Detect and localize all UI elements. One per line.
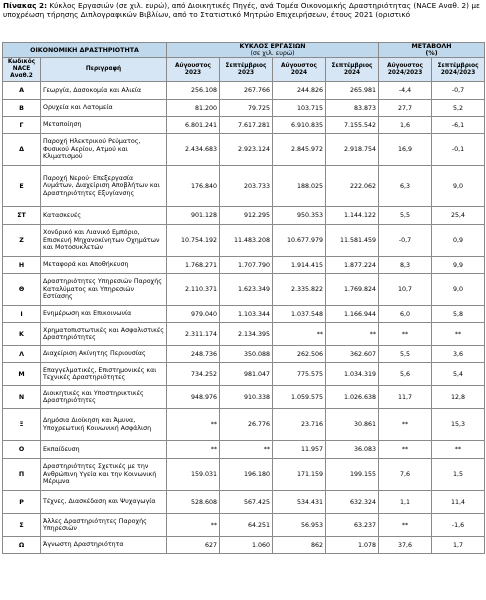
row-code: Θ <box>3 274 41 306</box>
value-sep-2023: 1.060 <box>220 537 273 554</box>
table-row <box>3 207 485 225</box>
row-code: Ω <box>3 537 41 554</box>
value-aug-2024: 2.335.822 <box>273 274 326 306</box>
value-aug-2023: 627 <box>167 537 220 554</box>
value-sep-2023: 267.766 <box>220 82 273 100</box>
row-code: Ξ <box>3 409 41 441</box>
value-sep-2023: 567.425 <box>220 491 273 514</box>
change-aug: 5,5 <box>379 207 432 225</box>
change-aug: 8,3 <box>379 257 432 274</box>
value-aug-2023: 248.736 <box>167 346 220 363</box>
value-sep-2024: 1.769.824 <box>326 274 379 306</box>
header-aug-2024: Αύγουστος 2024 <box>273 58 326 82</box>
change-aug: 6,3 <box>379 166 432 207</box>
change-sep: 25,4 <box>432 207 485 225</box>
change-sep: 5,4 <box>432 363 485 386</box>
row-description: Δραστηριότητες Υπηρεσιών Παροχής Καταλύματος και Υπηρεσιών Εστίασης <box>41 274 167 306</box>
value-sep-2024: 11.581.459 <box>326 225 379 257</box>
value-sep-2024: 1.078 <box>326 537 379 554</box>
value-aug-2023: 1.768.271 <box>167 257 220 274</box>
change-aug: 1,6 <box>379 117 432 134</box>
change-aug: 5,5 <box>379 346 432 363</box>
value-aug-2024: 103.715 <box>273 100 326 117</box>
value-sep-2023: 203.733 <box>220 166 273 207</box>
change-sep: ** <box>432 441 485 459</box>
change-aug: -4,4 <box>379 82 432 100</box>
table-row <box>3 323 485 346</box>
change-sep: 12,8 <box>432 386 485 409</box>
value-aug-2024: 534.431 <box>273 491 326 514</box>
row-code: Π <box>3 459 41 491</box>
table-row <box>3 82 485 100</box>
value-aug-2023: 2.434.683 <box>167 134 220 166</box>
value-aug-2024: 1.059.575 <box>273 386 326 409</box>
value-aug-2023: 979.040 <box>167 306 220 323</box>
value-aug-2023: 948.976 <box>167 386 220 409</box>
value-sep-2023: 79.725 <box>220 100 273 117</box>
value-sep-2023: 64.251 <box>220 514 273 537</box>
table-row <box>3 514 485 537</box>
value-sep-2024: 265.981 <box>326 82 379 100</box>
change-sep: ** <box>432 323 485 346</box>
value-sep-2023: 2.923.124 <box>220 134 273 166</box>
value-sep-2024: 1.144.122 <box>326 207 379 225</box>
table-row <box>3 257 485 274</box>
value-aug-2023: 81.200 <box>167 100 220 117</box>
table-row <box>3 134 485 166</box>
value-sep-2023: ** <box>220 441 273 459</box>
change-aug: ** <box>379 323 432 346</box>
row-description: Χονδρικό και Λιανικό Εμπόριο, Επισκευή Μηχανοκίνητων Οχημάτων και Μοτοσυκλετών <box>41 225 167 257</box>
value-aug-2024: 56.953 <box>273 514 326 537</box>
row-code: Μ <box>3 363 41 386</box>
value-aug-2023: 2.311.174 <box>167 323 220 346</box>
value-sep-2024: 1.034.319 <box>326 363 379 386</box>
row-description: Δραστηριότητες Σχετικές με την Ανθρώπινη Υγεία και την Κοινωνική Μέριμνα <box>41 459 167 491</box>
table-row <box>3 363 485 386</box>
header-change-aug: Αύγουστος 2024/2023 <box>379 58 432 82</box>
header-code: Κωδικός NACE Αναθ.2 <box>3 58 41 82</box>
change-sep: 1,5 <box>432 459 485 491</box>
row-description: Εκπαίδευση <box>41 441 167 459</box>
row-description: Διοικητικές και Υποστηρικτικές Δραστηριότητες <box>41 386 167 409</box>
value-aug-2024: 775.575 <box>273 363 326 386</box>
table-row <box>3 409 485 441</box>
change-sep: 5,2 <box>432 100 485 117</box>
value-aug-2023: 256.108 <box>167 82 220 100</box>
value-aug-2024: 862 <box>273 537 326 554</box>
header-activity: ΟΙΚΟΝΟΜΙΚΗ ΔΡΑΣΤΗΡΙΟΤΗΤΑ <box>3 43 167 58</box>
value-aug-2024: 6.910.835 <box>273 117 326 134</box>
value-aug-2023: ** <box>167 409 220 441</box>
value-sep-2023: 11.483.208 <box>220 225 273 257</box>
change-sep: 9,0 <box>432 274 485 306</box>
table-row <box>3 100 485 117</box>
value-sep-2024: 30.861 <box>326 409 379 441</box>
value-aug-2023: ** <box>167 441 220 459</box>
table-row <box>3 459 485 491</box>
caption-label: Πίνακας 2: <box>3 1 47 10</box>
change-sep: 15,3 <box>432 409 485 441</box>
value-aug-2024: 10.677.979 <box>273 225 326 257</box>
value-aug-2024: 188.025 <box>273 166 326 207</box>
value-sep-2023: 1.623.349 <box>220 274 273 306</box>
change-aug: -0,7 <box>379 225 432 257</box>
value-sep-2023: 26.776 <box>220 409 273 441</box>
table-row <box>3 491 485 514</box>
change-sep: -1,6 <box>432 514 485 537</box>
value-sep-2023: 350.088 <box>220 346 273 363</box>
value-sep-2023: 7.617.281 <box>220 117 273 134</box>
row-code: Α <box>3 82 41 100</box>
change-sep: 9,0 <box>432 166 485 207</box>
row-code: Η <box>3 257 41 274</box>
value-aug-2023: 2.110.371 <box>167 274 220 306</box>
change-aug: 5,6 <box>379 363 432 386</box>
value-sep-2023: 981.047 <box>220 363 273 386</box>
table-row <box>3 537 485 554</box>
change-sep: 11,4 <box>432 491 485 514</box>
table-row <box>3 306 485 323</box>
row-description: Ενημέρωση και Επικοινωνία <box>41 306 167 323</box>
value-sep-2024: ** <box>326 323 379 346</box>
value-sep-2023: 910.338 <box>220 386 273 409</box>
value-sep-2024: 2.918.754 <box>326 134 379 166</box>
table-row <box>3 117 485 134</box>
value-aug-2024: 171.159 <box>273 459 326 491</box>
header-turnover-title: ΚΥΚΛΟΣ ΕΡΓΑΣΙΩΝ <box>239 43 306 50</box>
row-code: Λ <box>3 346 41 363</box>
row-description: Χρηματοπιστωτικές και Ασφαλιστικές Δραστηριότητες <box>41 323 167 346</box>
header-change <box>379 43 485 58</box>
value-aug-2024: 2.845.972 <box>273 134 326 166</box>
value-sep-2024: 7.155.542 <box>326 117 379 134</box>
row-description: Γεωργία, Δασοκομία και Αλιεία <box>41 82 167 100</box>
value-sep-2024: 1.026.638 <box>326 386 379 409</box>
header-change-title: ΜΕΤΑΒΟΛΗ <box>411 43 452 50</box>
change-aug: ** <box>379 409 432 441</box>
row-code: Κ <box>3 323 41 346</box>
value-sep-2023: 1.707.790 <box>220 257 273 274</box>
row-code: Ο <box>3 441 41 459</box>
value-aug-2024: 244.826 <box>273 82 326 100</box>
value-sep-2023: 1.103.344 <box>220 306 273 323</box>
row-code: Ν <box>3 386 41 409</box>
change-sep: 9,9 <box>432 257 485 274</box>
change-aug: 1,1 <box>379 491 432 514</box>
header-sep-2024: Σεπτέμβριος 2024 <box>326 58 379 82</box>
value-aug-2024: 1.914.415 <box>273 257 326 274</box>
change-aug: 7,6 <box>379 459 432 491</box>
value-sep-2024: 362.607 <box>326 346 379 363</box>
change-aug: 11,7 <box>379 386 432 409</box>
value-sep-2024: 1.166.944 <box>326 306 379 323</box>
turnover-table <box>2 42 485 554</box>
value-sep-2024: 63.237 <box>326 514 379 537</box>
header-change-sep: Σεπτέμβριος 2024/2023 <box>432 58 485 82</box>
table-row <box>3 386 485 409</box>
change-aug: ** <box>379 441 432 459</box>
table-row <box>3 274 485 306</box>
row-description: Κατασκευές <box>41 207 167 225</box>
row-code: Δ <box>3 134 41 166</box>
row-description: Τέχνες, Διασκέδαση και Ψυχαγωγία <box>41 491 167 514</box>
row-description: Μεταποίηση <box>41 117 167 134</box>
value-sep-2024: 1.877.224 <box>326 257 379 274</box>
row-code: Ι <box>3 306 41 323</box>
value-aug-2024: 262.506 <box>273 346 326 363</box>
change-sep: -0,1 <box>432 134 485 166</box>
header-sep-2023: Σεπτέμβριος 2023 <box>220 58 273 82</box>
value-aug-2024: 950.353 <box>273 207 326 225</box>
caption-text: Κύκλος Εργασιών (σε χιλ. ευρώ), από Διοικητικές Πηγές, ανά Τομέα Οικονομικής Δραστηριότητας (NACE Αναθ. 2) με υποχρέωση τήρησης Διπλογραφικών Βιβλίων, από το Στατιστικό Μητρώο Επιχειρήσεων, έτους 2021 (οριστικό <box>3 1 480 20</box>
row-code: Γ <box>3 117 41 134</box>
row-code: Σ <box>3 514 41 537</box>
row-code: Ρ <box>3 491 41 514</box>
value-aug-2023: 176.840 <box>167 166 220 207</box>
value-sep-2024: 632.324 <box>326 491 379 514</box>
header-turnover-unit: (σε χιλ. ευρώ) <box>250 50 295 57</box>
header-aug-2023: Αύγουστος 2023 <box>167 58 220 82</box>
header-turnover <box>167 43 379 58</box>
row-description: Παροχή Ηλεκτρικού Ρεύματος, Φυσικού Αερίου, Ατμού και Κλιματισμού <box>41 134 167 166</box>
change-aug: 27,7 <box>379 100 432 117</box>
change-sep: 0,9 <box>432 225 485 257</box>
value-aug-2023: 6.801.241 <box>167 117 220 134</box>
change-aug: 10,7 <box>379 274 432 306</box>
change-aug: 16,9 <box>379 134 432 166</box>
header-change-unit: (%) <box>425 50 438 57</box>
row-description: Μεταφορά και Αποθήκευση <box>41 257 167 274</box>
value-aug-2023: 10.754.192 <box>167 225 220 257</box>
row-description: Άλλες Δραστηριότητες Παροχής Υπηρεσιών <box>41 514 167 537</box>
row-description: Παροχή Νερού· Επεξεργασία Λυμάτων, Διαχείριση Αποβλήτων και Δραστηριότητες Εξυγίανσης <box>41 166 167 207</box>
value-aug-2024: ** <box>273 323 326 346</box>
row-code: Β <box>3 100 41 117</box>
value-aug-2023: 528.608 <box>167 491 220 514</box>
table-row <box>3 225 485 257</box>
value-sep-2023: 196.180 <box>220 459 273 491</box>
header-description: Περιγραφή <box>41 58 167 82</box>
change-sep: 5,8 <box>432 306 485 323</box>
value-aug-2024: 11.957 <box>273 441 326 459</box>
change-aug: 6,0 <box>379 306 432 323</box>
value-aug-2023: 901.128 <box>167 207 220 225</box>
value-sep-2024: 199.155 <box>326 459 379 491</box>
row-description: Ορυχεία και Λατομεία <box>41 100 167 117</box>
change-sep: 1,7 <box>432 537 485 554</box>
row-description: Διαχείριση Ακίνητης Περιουσίας <box>41 346 167 363</box>
change-aug: ** <box>379 514 432 537</box>
value-sep-2024: 222.062 <box>326 166 379 207</box>
value-aug-2023: ** <box>167 514 220 537</box>
table-row <box>3 346 485 363</box>
row-description: Δημόσια Διοίκηση και Άμυνα, Υποχρεωτική Κοινωνική Ασφάλιση <box>41 409 167 441</box>
value-aug-2023: 159.031 <box>167 459 220 491</box>
row-description: Άγνωστη Δραστηριότητα <box>41 537 167 554</box>
change-sep: -0,7 <box>432 82 485 100</box>
change-sep: -6,1 <box>432 117 485 134</box>
value-aug-2024: 23.716 <box>273 409 326 441</box>
change-aug: 37,6 <box>379 537 432 554</box>
value-sep-2023: 2.134.395 <box>220 323 273 346</box>
row-code: Ε <box>3 166 41 207</box>
change-sep: 3,6 <box>432 346 485 363</box>
value-sep-2023: 912.295 <box>220 207 273 225</box>
row-description: Επαγγελματικές, Επιστημονικές και Τεχνικές Δραστηριότητες <box>41 363 167 386</box>
value-aug-2024: 1.037.548 <box>273 306 326 323</box>
value-aug-2023: 734.252 <box>167 363 220 386</box>
row-code: Ζ <box>3 225 41 257</box>
table-row <box>3 441 485 459</box>
table-row <box>3 166 485 207</box>
value-sep-2024: 36.083 <box>326 441 379 459</box>
table-caption <box>3 1 483 20</box>
value-sep-2024: 83.873 <box>326 100 379 117</box>
row-code: ΣΤ <box>3 207 41 225</box>
